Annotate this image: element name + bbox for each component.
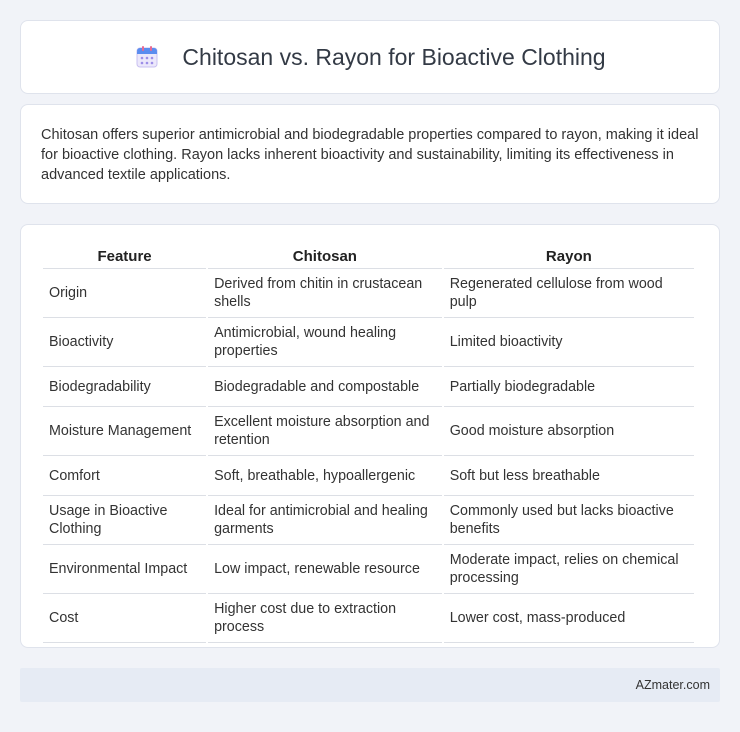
chitosan-cell: Low impact, renewable resource [208,545,442,594]
chitosan-cell: Higher cost due to extraction process [208,594,442,643]
calendar-icon [134,44,160,70]
header-card [20,20,720,94]
table-header-row [43,247,694,269]
chitosan-cell: Antimicrobial, wound healing properties [208,318,442,367]
header [134,44,605,71]
rayon-cell: Limited bioactivity [444,318,694,367]
feature-cell: Comfort [43,456,206,496]
chitosan-cell: Ideal for antimicrobial and healing garments [208,496,442,545]
chitosan-cell: Soft, breathable, hypoallergenic [208,456,442,496]
column-header-chitosan: Chitosan [208,247,442,269]
feature-cell: Usage in Bioactive Clothing [43,496,206,545]
table-row [43,407,694,456]
page-title: Chitosan vs. Rayon for Bioactive Clothing [182,43,606,70]
table-row [43,318,694,367]
table-row [43,269,694,318]
table-row [43,545,694,594]
summary-card [20,104,720,204]
column-header-rayon: Rayon [444,247,694,269]
footer [20,668,720,702]
comparison-table [41,247,696,643]
rayon-cell: Lower cost, mass-produced [444,594,694,643]
feature-cell: Environmental Impact [43,545,206,594]
table-row [43,594,694,643]
comparison-table-card [20,224,720,648]
column-header-feature: Feature [43,247,206,269]
chitosan-cell: Biodegradable and compostable [208,367,442,407]
table-row [43,367,694,407]
chitosan-cell: Derived from chitin in crustacean shells [208,269,442,318]
feature-cell: Moisture Management [43,407,206,456]
feature-cell: Origin [43,269,206,318]
rayon-cell: Moderate impact, relies on chemical processing [444,545,694,594]
rayon-cell: Soft but less breathable [444,456,694,496]
rayon-cell: Good moisture absorption [444,407,694,456]
rayon-cell: Partially biodegradable [444,367,694,407]
rayon-cell: Regenerated cellulose from wood pulp [444,269,694,318]
feature-cell: Biodegradability [43,367,206,407]
feature-cell: Cost [43,594,206,643]
chitosan-cell: Excellent moisture absorption and retention [208,407,442,456]
table-row [43,496,694,545]
footer-brand: AZmater.com [635,678,710,692]
table-row [43,456,694,496]
summary-text: Chitosan offers superior antimicrobial and biodegradable properties compared to rayon, making it ideal for bioactive clothing. Rayon lacks inherent bioactivity and sustainability, limiting its effectiveness in advanced textile applications. [41,127,699,183]
rayon-cell: Commonly used but lacks bioactive benefits [444,496,694,545]
feature-cell: Bioactivity [43,318,206,367]
